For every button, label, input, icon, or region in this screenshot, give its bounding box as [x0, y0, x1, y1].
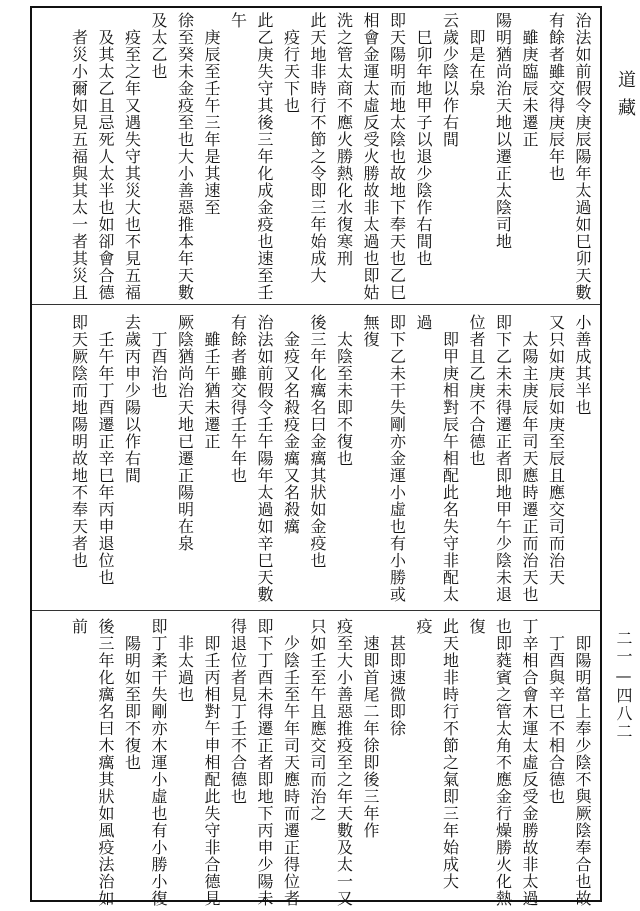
text-column: 即壬丙相對午申相配此失守非合德見: [202, 618, 221, 907]
text-column: 後三年化癘名曰木癘其狀如風疫法治如: [96, 618, 115, 907]
text-column: 小善成其半也: [573, 314, 592, 416]
text-column: 位者且乙庚不合德也: [467, 314, 486, 467]
text-column: 後三年化癘名曰金癘其狀如金疫也: [308, 314, 327, 569]
text-column: 厥陰猶尚治天地已遷正陽明在泉: [175, 314, 195, 552]
text-column: 有餘者雖交得壬午年也: [228, 314, 248, 484]
text-column: 陽明如至即不復也: [122, 618, 142, 771]
text-column: 丁酉治也: [149, 314, 168, 399]
text-column: 即是在泉: [467, 12, 486, 97]
text-column: 太陽主庚辰年司天應時遷正而治天也: [520, 314, 539, 603]
text-column: 甚即速微即徐: [387, 618, 407, 737]
text-column: 巳卯年地甲子以退少陰作右間也: [414, 12, 433, 267]
text-column: 無復: [361, 314, 380, 348]
text-column: 復: [467, 618, 486, 635]
text-column: 即陽明當上奉少陰不與厥陰奉合也故: [573, 618, 592, 907]
page-number: 二一—四八二: [614, 630, 633, 741]
text-column: 即下乙未未得遷正者即地甲午少陰未退: [493, 314, 513, 603]
panel-divider: [32, 304, 600, 305]
text-column: 又只如庚辰如庚至辰且應交司而治天: [546, 314, 566, 586]
text-column: 洗之管太商不應火勝熱化水復寒刑: [334, 12, 354, 267]
text-column: 少陰壬至午年司天應時而遷正得位者: [281, 618, 301, 907]
margin-title: 道藏: [615, 70, 636, 126]
text-column: 相會金運太虛反受火勝故非太過也即姑: [361, 12, 380, 301]
text-column: 雖壬午猶未遷正: [202, 314, 221, 450]
text-column: 雖庚臨辰未遷正: [520, 12, 539, 148]
text-column: 去歲丙申少陽以作右間: [122, 314, 142, 484]
text-column: 得退位者見丁壬不合德也: [228, 618, 248, 805]
text-column: 治法如前假令壬午陽年太過如辛巳天數: [255, 314, 274, 603]
text-column: 有餘者雖交得庚辰年也: [546, 12, 566, 182]
text-column: 過: [414, 314, 433, 331]
text-column: 陽明猶尚治天地以遷正太陰司地: [493, 12, 513, 250]
text-column: 即天厥陰而地陽明故地不奉天者也: [69, 314, 89, 569]
text-column: 庚辰至壬午三年是其速至: [202, 12, 221, 216]
text-column: 即天陽明而地太陰也故地下奉天也乙巳: [387, 12, 407, 301]
text-column: 壬午年丁酉遷正辛巳年丙申退位也: [96, 314, 115, 586]
text-column: 速即首尾二年徐即後三年作: [361, 618, 380, 839]
text-column: 者災小爾如見五福與其太一者其災且: [69, 12, 89, 301]
text-column: 金疫又名殺疫金癘又名殺癘: [281, 314, 301, 535]
text-column: 也即蕤賓之管太角不應金行燥勝火化熱: [493, 618, 513, 907]
text-column: 疫至大小善惡推疫至之年天數及太一又: [334, 618, 354, 907]
text-column: 疫至之年又遇失守其災大也不見五福: [122, 12, 142, 301]
text-column: 云歲少陰以作右間: [440, 12, 460, 148]
panel-divider: [32, 610, 600, 611]
text-column: 丁辛相合會木運太虛反受金勝故非太過: [520, 618, 539, 907]
text-column: 只如壬至午且應交司而治之: [308, 618, 327, 822]
text-column: 疫行天下也: [281, 12, 301, 114]
text-column: 即甲庚相對辰午相配此名失守非配太: [440, 314, 460, 603]
text-column: 此天地非時行不節之氣即三年始成大: [440, 618, 460, 890]
text-column: 及其太乙且忌死人太半也如卻會合德: [96, 12, 115, 301]
text-column: 太陰至未即不復也: [334, 314, 354, 467]
text-column: 治法如前假令庚辰陽年太過如巳卯天數: [573, 12, 592, 301]
text-column: 前: [69, 618, 89, 635]
text-column: 即下乙未干失剛亦金運小虛也有小勝或: [387, 314, 407, 603]
text-column: 疫: [414, 618, 433, 635]
text-column: 午: [228, 12, 248, 29]
text-column: 即下丁酉未得遷正者即地下丙申少陽未: [255, 618, 274, 907]
text-column: 徐至癸未金疫至也大小善惡推本年天數: [175, 12, 195, 301]
text-column: 此天地非時行不節之令即三年始成大: [308, 12, 327, 284]
text-column: 非太過也: [175, 618, 195, 703]
text-column: 及太乙也: [149, 12, 168, 80]
text-column: 即丁柔干失剛亦木運小虛也有小勝小復: [149, 618, 168, 907]
text-column: 此乙庚失守其後三年化成金疫也速至壬: [255, 12, 274, 301]
text-column: 丁酉與辛巳不相合德也: [546, 618, 566, 805]
